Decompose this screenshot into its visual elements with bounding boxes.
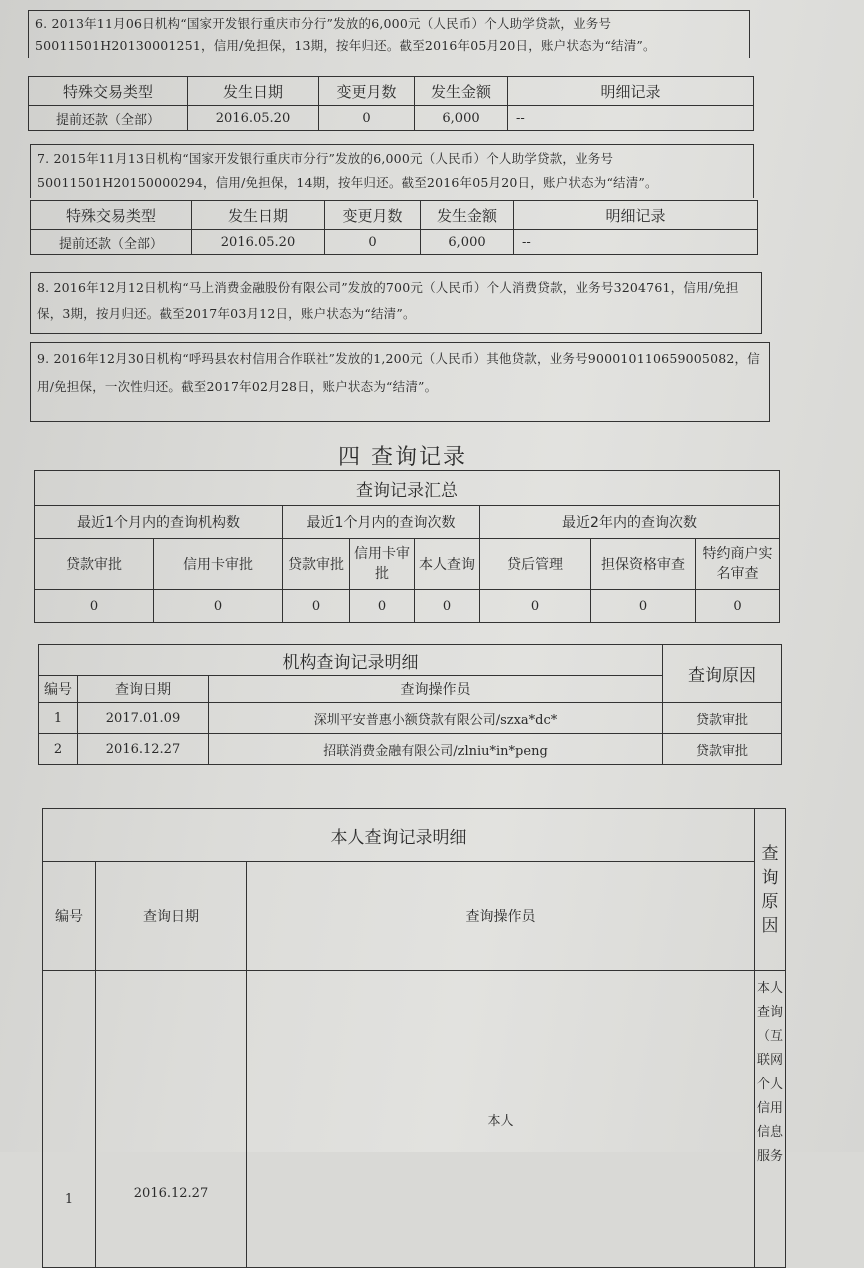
col-header: 信用卡审批 bbox=[350, 539, 415, 590]
table-cell: 2016.05.20 bbox=[188, 106, 319, 131]
org-title: 机构查询记录明细 bbox=[39, 645, 663, 676]
loan-record-6 bbox=[28, 10, 750, 58]
summary-title: 查询记录汇总 bbox=[35, 471, 780, 506]
table-cell: 2017.01.09 bbox=[78, 703, 209, 734]
group-header: 最近1个月内的查询次数 bbox=[283, 506, 480, 539]
col-header: 贷后管理 bbox=[480, 539, 591, 590]
table-cell: 1 bbox=[43, 971, 96, 1268]
table-cell: 2 bbox=[39, 734, 78, 765]
col-header: 发生金额 bbox=[421, 201, 514, 230]
col-header: 查询原因 bbox=[663, 645, 782, 703]
col-header: 明细记录 bbox=[508, 77, 754, 106]
table-cell: 深圳平安普惠小额贷款有限公司/szxa*dc* bbox=[209, 703, 663, 734]
table-cell: -- bbox=[508, 106, 754, 131]
table-cell: 2016.12.27 bbox=[78, 734, 209, 765]
summary-value: 0 bbox=[480, 590, 591, 623]
col-header: 编号 bbox=[39, 676, 78, 703]
summary-value: 0 bbox=[350, 590, 415, 623]
query-summary-table bbox=[34, 470, 780, 623]
col-header: 查询操作员 bbox=[209, 676, 663, 703]
table-cell: 2016.12.27 bbox=[96, 971, 247, 1268]
table-cell: 1 bbox=[39, 703, 78, 734]
loan-text: 8. 2016年12月12日机构“马上消费金融股份有限公司”发放的700元（人民币）个人消费贷款，业务号3204761，信用/免担保，3期，按月归还。截至2017年03月12日，账户状态为“结清”。 bbox=[37, 280, 739, 321]
col-header: 变更月数 bbox=[325, 201, 421, 230]
self-title: 本人查询记录明细 bbox=[43, 809, 755, 862]
summary-value: 0 bbox=[35, 590, 154, 623]
col-header: 发生日期 bbox=[188, 77, 319, 106]
summary-value: 0 bbox=[154, 590, 283, 623]
col-header: 变更月数 bbox=[319, 77, 415, 106]
table-cell: 0 bbox=[325, 230, 421, 255]
table-cell: 提前还款（全部） bbox=[29, 106, 188, 131]
col-header: 信用卡审批 bbox=[154, 539, 283, 590]
group-header: 最近2年内的查询次数 bbox=[480, 506, 780, 539]
col-header: 查询操作员 bbox=[247, 862, 755, 971]
loan-record-9 bbox=[30, 342, 770, 422]
col-header: 明细记录 bbox=[514, 201, 758, 230]
table-cell: 招联消费金融有限公司/zlniu*in*peng bbox=[209, 734, 663, 765]
col-header: 查询日期 bbox=[78, 676, 209, 703]
table-cell: 本人 bbox=[247, 971, 755, 1268]
col-header: 编号 bbox=[43, 862, 96, 971]
table-cell: 贷款审批 bbox=[663, 703, 782, 734]
summary-value: 0 bbox=[283, 590, 350, 623]
org-query-table bbox=[38, 644, 782, 765]
col-header: 担保资格审查 bbox=[591, 539, 696, 590]
col-header: 贷款审批 bbox=[283, 539, 350, 590]
col-header: 特约商户实名审查 bbox=[696, 539, 780, 590]
loan-record-8 bbox=[30, 272, 762, 334]
group-header: 最近1个月内的查询机构数 bbox=[35, 506, 283, 539]
self-query-table bbox=[42, 808, 786, 1268]
table-cell: 提前还款（全部） bbox=[31, 230, 192, 255]
special-transaction-table-7 bbox=[30, 200, 758, 255]
loan-text: 9. 2016年12月30日机构“呼玛县农村信用合作联社”发放的1,200元（人民币）其他贷款，业务号900010110659005082，信用/免担保，一次性归还。截至2017年02月28日，账户状态为“结清”。 bbox=[37, 351, 760, 394]
summary-value: 0 bbox=[415, 590, 480, 623]
loan-text: 7. 2015年11月13日机构“国家开发银行重庆市分行”发放的6,000元（人民币）个人助学贷款，业务号50011501H20150000294，信用/免担保，14期，按年归还。截至2016年05月20日，账户状态为“结清”。 bbox=[37, 151, 658, 190]
loan-record-7 bbox=[30, 144, 754, 198]
col-header: 查询日期 bbox=[96, 862, 247, 971]
col-header: 本人查询 bbox=[415, 539, 480, 590]
table-cell: 本人查询（互联网个人信用信息服务 bbox=[755, 971, 786, 1268]
table-cell: 2016.05.20 bbox=[192, 230, 325, 255]
col-header: 特殊交易类型 bbox=[29, 77, 188, 106]
section-title: 四 查询记录 bbox=[338, 445, 467, 470]
col-header: 贷款审批 bbox=[35, 539, 154, 590]
col-header: 发生金额 bbox=[415, 77, 508, 106]
table-cell: 6,000 bbox=[421, 230, 514, 255]
table-cell: -- bbox=[514, 230, 758, 255]
col-header: 发生日期 bbox=[192, 201, 325, 230]
col-header: 特殊交易类型 bbox=[31, 201, 192, 230]
summary-value: 0 bbox=[696, 590, 780, 623]
summary-value: 0 bbox=[591, 590, 696, 623]
table-cell: 贷款审批 bbox=[663, 734, 782, 765]
table-cell: 0 bbox=[319, 106, 415, 131]
table-cell: 6,000 bbox=[415, 106, 508, 131]
loan-text: 6. 2013年11月06日机构“国家开发银行重庆市分行”发放的6,000元（人民币）个人助学贷款，业务号50011501H20130001251，信用/免担保，13期，按年归还。截至2016年05月20日，账户状态为“结清”。 bbox=[35, 16, 656, 53]
col-header: 查询原因 bbox=[755, 809, 786, 971]
special-transaction-table-6 bbox=[28, 76, 754, 131]
